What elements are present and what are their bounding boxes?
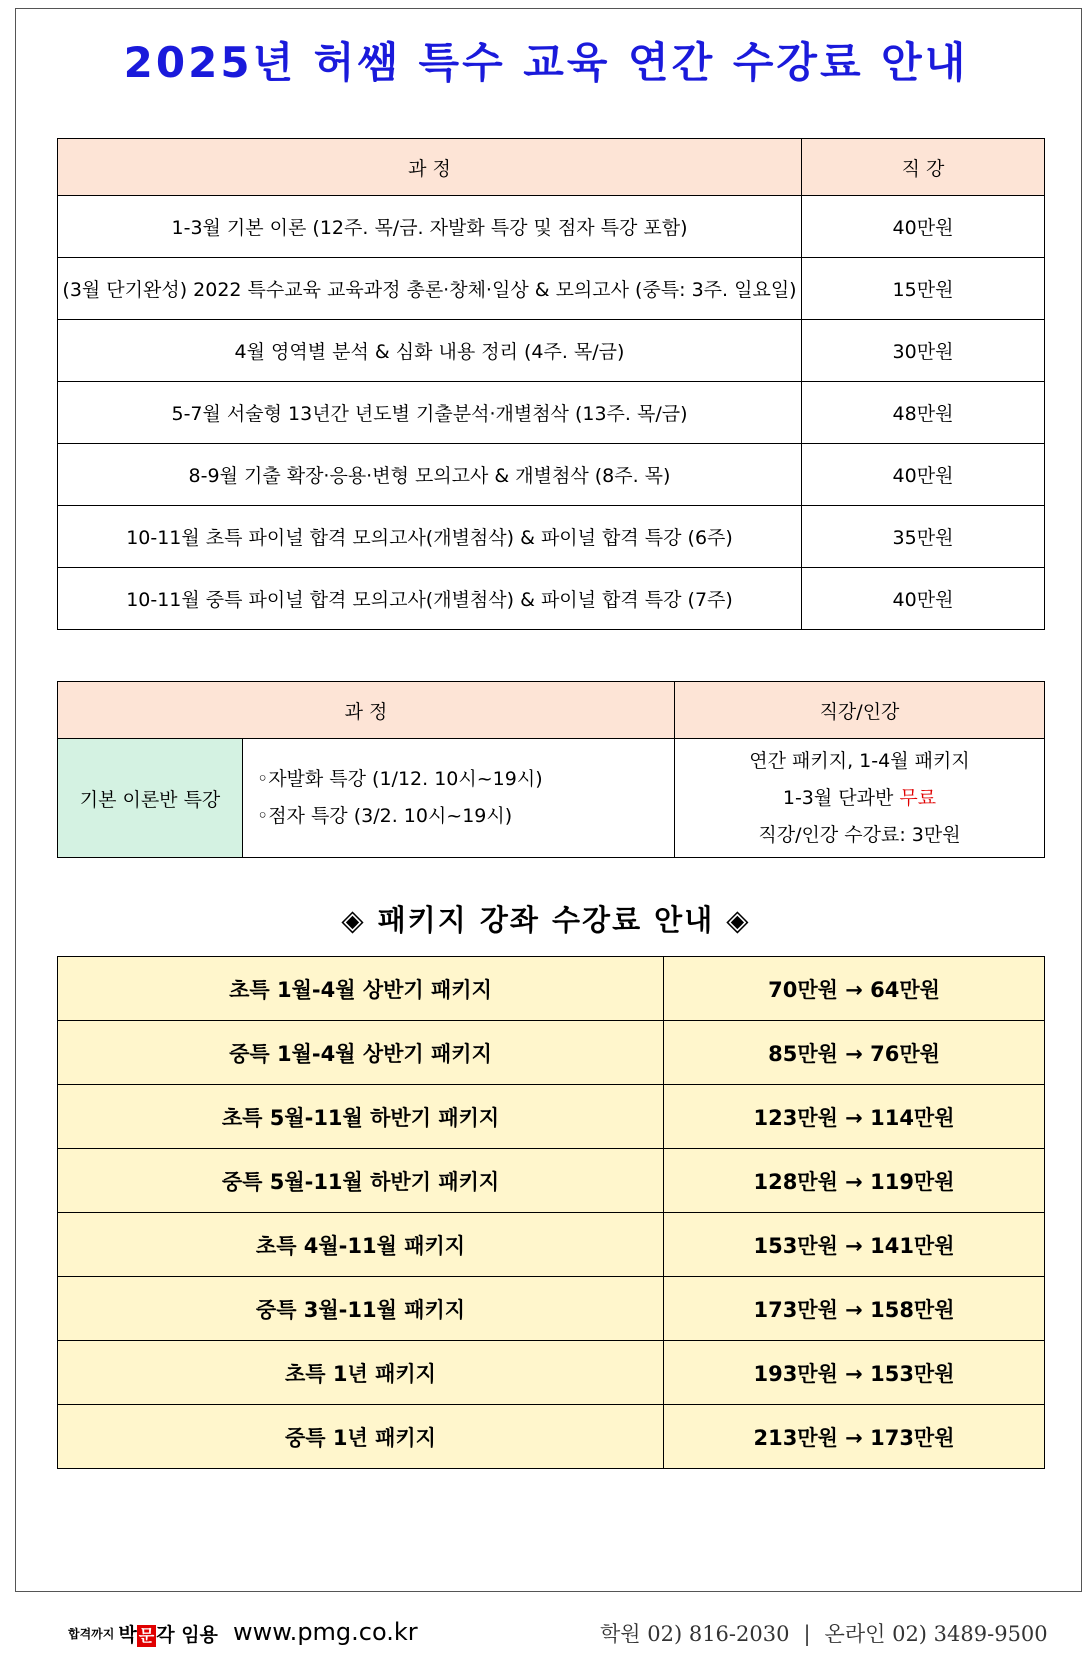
footer-logo: [68, 1620, 218, 1647]
table-row: [58, 196, 1045, 258]
info-free-prefix: 1-3월 단과반: [782, 786, 894, 809]
package-table: [57, 956, 1045, 1469]
table-row: [58, 506, 1045, 568]
table-row: [58, 258, 1045, 320]
package-price: 213만원 → 173만원: [664, 1405, 1045, 1469]
table-row: [58, 1021, 1045, 1085]
table-row: [58, 1149, 1045, 1213]
header-direct-online: 직강/인강: [675, 682, 1045, 739]
courses-table: [57, 138, 1045, 630]
course-price: 48만원: [802, 382, 1045, 444]
package-price: 193만원 → 153만원: [664, 1341, 1045, 1405]
package-section-title: ◈ 패키지 강좌 수강료 안내 ◈: [341, 903, 751, 937]
brand-name: [118, 1620, 218, 1647]
special-item-braille: ◦점자 특강 (3/2. 10시~19시): [257, 805, 513, 827]
table-row: [58, 444, 1045, 506]
package-price: 128만원 → 119만원: [664, 1149, 1045, 1213]
table-row: [58, 1277, 1045, 1341]
footer-url[interactable]: www.pmg.co.kr: [233, 1618, 418, 1646]
course-name: (3월 단기완성) 2022 특수교육 교육과정 총론·창체·일상 & 모의고사 (중특: 3주. 일요일): [58, 258, 802, 320]
phone-academy: 학원 02) 816-2030: [600, 1622, 790, 1646]
brand-mark: 문: [138, 1626, 155, 1645]
package-name: 중특 3월-11월 패키지: [58, 1277, 664, 1341]
table-row: [58, 1405, 1045, 1469]
table-row: [58, 1213, 1045, 1277]
package-name: 초특 1년 패키지: [58, 1341, 664, 1405]
info-line-free: [675, 780, 1044, 817]
package-name: 중특 5월-11월 하반기 패키지: [58, 1149, 664, 1213]
package-name: 초특 4월-11월 패키지: [58, 1213, 664, 1277]
info-line-fee: 직강/인강 수강료: 3만원: [758, 823, 961, 846]
table-row: [58, 1085, 1045, 1149]
course-price: 15만원: [802, 258, 1045, 320]
course-price: 30만원: [802, 320, 1045, 382]
footer-slogan: 합격까지: [68, 1627, 115, 1641]
special-item-speech: ◦자발화 특강 (1/12. 10시~19시): [257, 768, 543, 790]
course-price: 40만원: [802, 568, 1045, 630]
course-price: 40만원: [802, 196, 1045, 258]
table-row: [58, 957, 1045, 1021]
package-price: 85만원 → 76만원: [664, 1021, 1045, 1085]
free-badge: 무료: [899, 786, 937, 809]
header-direct-lecture: 직 강: [802, 139, 1045, 196]
course-name: 1-3월 기본 이론 (12주. 목/금. 자발화 특강 및 점자 특강 포함): [58, 196, 802, 258]
course-name: 8-9월 기출 확장·응용·변형 모의고사 & 개별첨삭 (8주. 목): [58, 444, 802, 506]
special-items: [243, 739, 675, 858]
package-name: 초특 1월-4월 상반기 패키지: [58, 957, 664, 1021]
package-name: 중특 1월-4월 상반기 패키지: [58, 1021, 664, 1085]
special-info: [675, 739, 1045, 858]
package-price: 123만원 → 114만원: [664, 1085, 1045, 1149]
header-course: 과 정: [58, 682, 675, 739]
header-course: 과 정: [58, 139, 802, 196]
footer-separator: |: [803, 1622, 811, 1646]
table-row: [58, 1341, 1045, 1405]
course-price: 40만원: [802, 444, 1045, 506]
phone-online: 온라인 02) 3489-9500: [824, 1622, 1048, 1646]
special-row: [58, 739, 1045, 858]
info-line-packages: 연간 패키지, 1-4월 패키지: [749, 749, 970, 772]
special-header-row: [58, 682, 1045, 739]
package-price: 70만원 → 64만원: [664, 957, 1045, 1021]
package-price: 153만원 → 141만원: [664, 1213, 1045, 1277]
brand-part-b: 각: [156, 1624, 175, 1646]
brand-part-a: 박: [118, 1624, 137, 1646]
courses-header-row: [58, 139, 1045, 196]
footer-contacts: [600, 1618, 1048, 1648]
table-row: [58, 320, 1045, 382]
brand-part-c: 임용: [181, 1624, 218, 1646]
course-name: 5-7월 서술형 13년간 년도별 기출분석·개별첨삭 (13주. 목/금): [58, 382, 802, 444]
package-name: 중특 1년 패키지: [58, 1405, 664, 1469]
course-price: 35만원: [802, 506, 1045, 568]
table-row: [58, 382, 1045, 444]
course-name: 10-11월 초특 파이널 합격 모의고사(개별첨삭) & 파이널 합격 특강 (6주): [58, 506, 802, 568]
course-name: 4월 영역별 분석 & 심화 내용 정리 (4주. 목/금): [58, 320, 802, 382]
special-label: 기본 이론반 특강: [58, 739, 243, 858]
package-price: 173만원 → 158만원: [664, 1277, 1045, 1341]
table-row: [58, 568, 1045, 630]
package-name: 초특 5월-11월 하반기 패키지: [58, 1085, 664, 1149]
page-title: 2025년 허쌤 특수 교육 연간 수강료 안내: [123, 38, 969, 87]
course-name: 10-11월 중특 파이널 합격 모의고사(개별첨삭) & 파이널 합격 특강 (7주): [58, 568, 802, 630]
special-lecture-table: [57, 681, 1045, 858]
